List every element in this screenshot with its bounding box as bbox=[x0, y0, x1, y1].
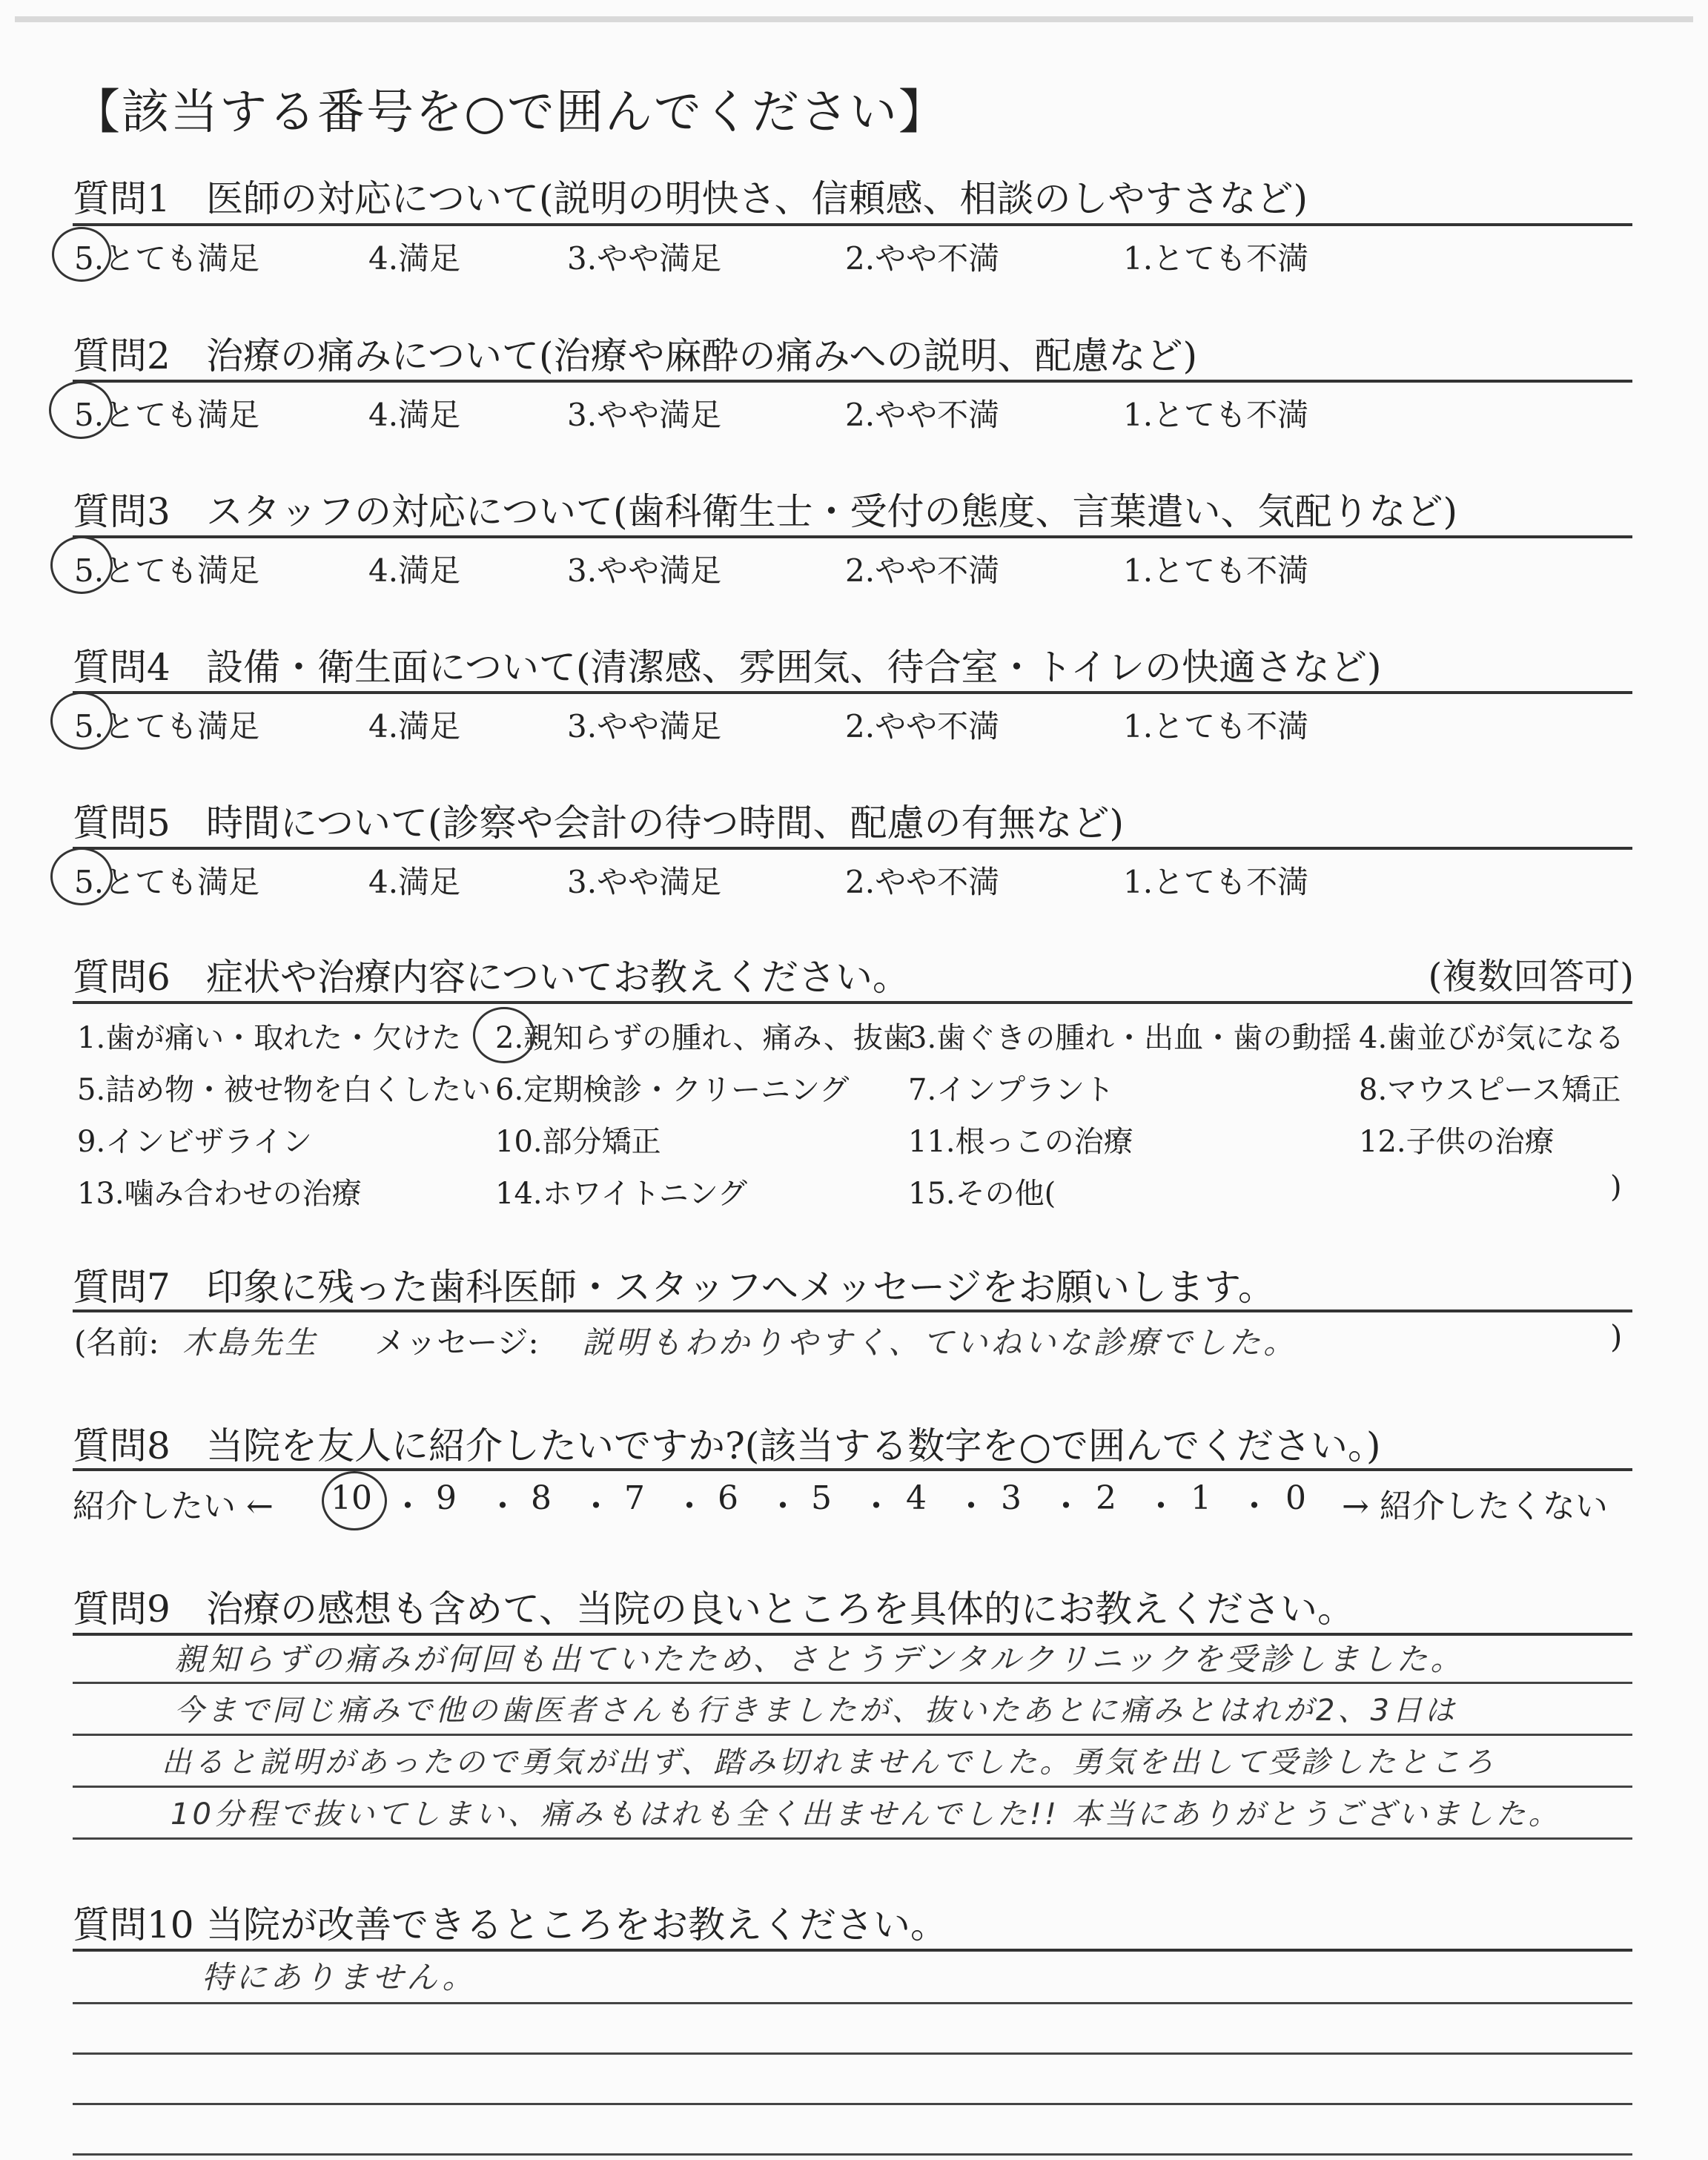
candidate-4[interactable]: 4.歯並びが気になる bbox=[1359, 1021, 1625, 1055]
option-2[interactable]: 2.やや不満 bbox=[845, 708, 1000, 744]
answer-line bbox=[73, 2052, 1632, 2055]
question-10: 質問10 当院が改善できるところをお教えください。 bbox=[73, 1903, 947, 1946]
candidate-10[interactable]: 10.部分矯正 bbox=[495, 1125, 661, 1159]
question-8-rule bbox=[73, 1468, 1632, 1471]
answer-line bbox=[73, 1734, 1632, 1736]
scale-dot: ・ bbox=[1050, 1487, 1082, 1525]
candidate-3[interactable]: 3.歯ぐきの腫れ・出血・歯の動揺 bbox=[908, 1021, 1352, 1055]
question-4-rule bbox=[73, 691, 1632, 694]
candidate-6[interactable]: 6.定期検診・クリーニング bbox=[495, 1073, 850, 1107]
option-3[interactable]: 3.やや満足 bbox=[567, 708, 722, 744]
name-value[interactable]: 木島先生 bbox=[182, 1324, 320, 1361]
message-label: メッセージ: bbox=[374, 1324, 539, 1361]
scale-dot: ・ bbox=[580, 1487, 612, 1525]
scale-dot: ・ bbox=[767, 1487, 799, 1525]
option-5[interactable]: 5.とても満足 bbox=[74, 864, 260, 900]
option-2[interactable]: 2.やや不満 bbox=[845, 240, 1000, 277]
answer-text-line: 出ると説明があったので勇気が出ず、踏み切れませんでした。勇気を出して受診したところ bbox=[162, 1745, 1497, 1780]
option-3[interactable]: 3.やや満足 bbox=[567, 552, 722, 589]
selection-circle bbox=[52, 227, 111, 282]
option-4[interactable]: 4.満足 bbox=[368, 397, 461, 433]
option-4[interactable]: 4.満足 bbox=[368, 240, 461, 277]
answer-line bbox=[73, 1837, 1632, 1840]
question-1: 質問1 医師の対応について(説明の明快さ、信頼感、相談のしやすさなど) bbox=[73, 177, 1308, 220]
message-value[interactable]: 説明もわかりやすく、ていねいな診療でした。 bbox=[582, 1324, 1298, 1361]
candidate-14[interactable]: 14.ホワイトニング bbox=[495, 1177, 748, 1211]
option-2[interactable]: 2.やや不満 bbox=[845, 552, 1000, 589]
scale-dot: ・ bbox=[860, 1487, 893, 1525]
message-close: ) bbox=[1610, 1318, 1623, 1355]
question-1-rule bbox=[73, 223, 1632, 226]
answer-text-line: 親知らずの痛みが何回も出ていたため、さとうデンタルクリニックを受診しました。 bbox=[174, 1641, 1465, 1677]
scale-left-label: 紹介したい ← bbox=[73, 1487, 274, 1525]
answer-line bbox=[73, 2153, 1632, 2156]
option-3[interactable]: 3.やや満足 bbox=[567, 864, 722, 900]
answer-line bbox=[73, 1682, 1632, 1684]
answer-line bbox=[73, 2002, 1632, 2004]
question-5-rule bbox=[73, 847, 1632, 850]
scale-2[interactable]: 2 bbox=[1096, 1479, 1116, 1517]
candidate-9[interactable]: 9.インビザライン bbox=[77, 1125, 312, 1159]
scale-dot: ・ bbox=[391, 1487, 424, 1525]
option-1[interactable]: 1.とても不満 bbox=[1123, 552, 1309, 589]
option-5[interactable]: 5.とても満足 bbox=[74, 552, 260, 589]
option-3[interactable]: 3.やや満足 bbox=[567, 240, 722, 277]
option-2[interactable]: 2.やや不満 bbox=[845, 864, 1000, 900]
scale-dot: ・ bbox=[673, 1487, 706, 1525]
scale-10[interactable]: 10 bbox=[331, 1479, 372, 1517]
scale-5[interactable]: 5 bbox=[811, 1479, 832, 1517]
question-2-rule bbox=[73, 380, 1632, 383]
scale-dot: ・ bbox=[1238, 1487, 1271, 1525]
option-5[interactable]: 5.とても満足 bbox=[74, 397, 260, 433]
page-title: 【該当する番号を○で囲んでください】 bbox=[73, 85, 947, 140]
option-4[interactable]: 4.満足 bbox=[368, 708, 461, 744]
question-4: 質問4 設備・衛生面について(清潔感、雰囲気、待合室・トイレの快適さなど) bbox=[73, 646, 1382, 689]
candidate-12[interactable]: 12.子供の治療 bbox=[1359, 1125, 1555, 1159]
option-1[interactable]: 1.とても不満 bbox=[1123, 397, 1309, 433]
question-6-rule bbox=[73, 1001, 1632, 1004]
option-3[interactable]: 3.やや満足 bbox=[567, 397, 722, 433]
scale-6[interactable]: 6 bbox=[718, 1479, 738, 1517]
scale-0[interactable]: 0 bbox=[1285, 1479, 1306, 1517]
option-4[interactable]: 4.満足 bbox=[368, 552, 461, 589]
question-2: 質問2 治療の痛みについて(治療や麻酔の痛みへの説明、配慮など) bbox=[73, 334, 1198, 377]
scan-edge-line bbox=[15, 16, 1693, 22]
question-9: 質問9 治療の感想も含めて、当院の良いところを具体的にお教えください。 bbox=[73, 1588, 1354, 1631]
answer-text-line: 今まで同じ痛みで他の歯医者さんも行きましたが、抜いたあとに痛みとはれが2、3日は bbox=[174, 1694, 1457, 1728]
candidate-15[interactable]: 15.その他( bbox=[908, 1177, 1056, 1211]
question-7: 質問7 印象に残った歯科医師・スタッフへメッセージをお願いします。 bbox=[73, 1266, 1275, 1309]
candidate-13[interactable]: 13.噛み合わせの治療 bbox=[77, 1177, 362, 1211]
selection-circle bbox=[50, 536, 113, 594]
candidate-2[interactable]: 2.親知らずの腫れ、痛み、抜歯 bbox=[495, 1021, 913, 1055]
scale-7[interactable]: 7 bbox=[624, 1479, 645, 1517]
selection-circle bbox=[473, 1007, 535, 1063]
question-7-rule bbox=[73, 1309, 1632, 1312]
question-3-rule bbox=[73, 535, 1632, 538]
option-5[interactable]: 5.とても満足 bbox=[74, 240, 260, 277]
scale-9[interactable]: 9 bbox=[436, 1479, 457, 1517]
option-1[interactable]: 1.とても不満 bbox=[1123, 864, 1309, 900]
selection-circle bbox=[50, 692, 113, 750]
option-1[interactable]: 1.とても不満 bbox=[1123, 240, 1309, 277]
scale-4[interactable]: 4 bbox=[906, 1479, 927, 1517]
scale-dot: ・ bbox=[1145, 1487, 1177, 1525]
answer-line bbox=[73, 2103, 1632, 2105]
candidate-1[interactable]: 1.歯が痛い・取れた・欠けた bbox=[77, 1021, 462, 1055]
scale-dot: ・ bbox=[486, 1487, 519, 1525]
candidate-15-close: ) bbox=[1610, 1170, 1622, 1204]
question-8: 質問8 当院を友人に紹介したいですか?(該当する数字を○で囲んでください。) bbox=[73, 1424, 1381, 1467]
question-5: 質問5 時間について(診察や会計の待つ時間、配慮の有無など) bbox=[73, 802, 1125, 845]
option-2[interactable]: 2.やや不満 bbox=[845, 397, 1000, 433]
scale-8[interactable]: 8 bbox=[531, 1479, 552, 1517]
multiple-answers-note: (複数回答可) bbox=[1428, 956, 1634, 997]
selection-circle bbox=[50, 848, 113, 905]
scale-3[interactable]: 3 bbox=[1001, 1479, 1022, 1517]
answer-text-line: 10分程で抜いてしまい、痛みもはれも全く出ませんでした!! 本当にありがとうございました。 bbox=[171, 1797, 1561, 1832]
option-1[interactable]: 1.とても不満 bbox=[1123, 708, 1309, 744]
scale-1[interactable]: 1 bbox=[1191, 1479, 1211, 1517]
candidate-5[interactable]: 5.詰め物・被せ物を白くしたい bbox=[77, 1073, 491, 1107]
scale-right-label: → 紹介したくない bbox=[1342, 1487, 1608, 1525]
scale-dot: ・ bbox=[955, 1487, 987, 1525]
question-10-rule bbox=[73, 1949, 1632, 1952]
candidate-11[interactable]: 11.根っこの治療 bbox=[908, 1125, 1133, 1159]
name-label: (名前: bbox=[74, 1324, 159, 1361]
selection-circle bbox=[322, 1471, 387, 1530]
option-5[interactable]: 5.とても満足 bbox=[74, 708, 260, 744]
candidate-8[interactable]: 8.マウスピース矯正 bbox=[1359, 1073, 1621, 1107]
option-4[interactable]: 4.満足 bbox=[368, 864, 461, 900]
answer-line bbox=[73, 1786, 1632, 1788]
selection-circle bbox=[49, 381, 113, 439]
question-3: 質問3 スタッフの対応について(歯科衛生士・受付の態度、言葉遣い、気配りなど) bbox=[73, 490, 1458, 533]
candidate-7[interactable]: 7.インプラント bbox=[908, 1073, 1115, 1107]
question-10-answer[interactable]: 特にありません。 bbox=[202, 1959, 477, 1995]
question-6: 質問6 症状や治療内容についてお教えください。 bbox=[73, 956, 910, 999]
